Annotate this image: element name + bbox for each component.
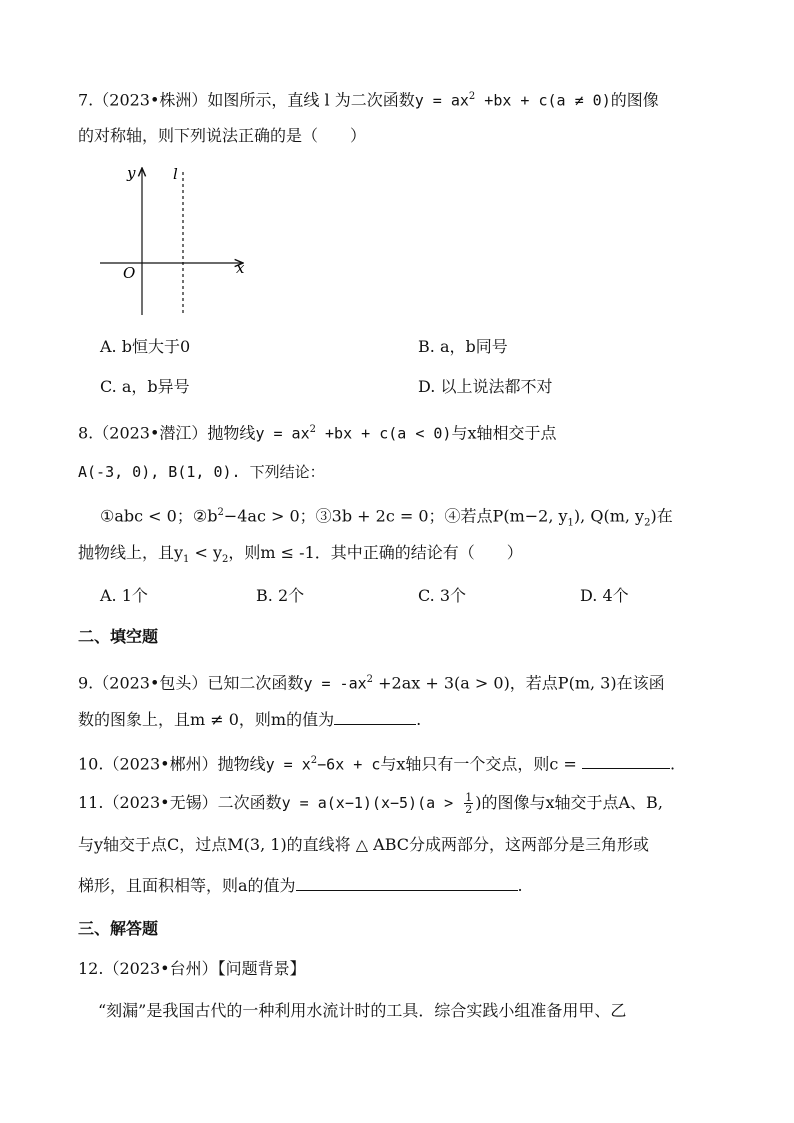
- q8-option-b: B. 2个: [256, 586, 305, 605]
- q10-answer-blank[interactable]: [582, 752, 670, 769]
- q8-option-c: C. 3个: [418, 586, 467, 605]
- q7-figure: [95, 160, 265, 320]
- q12-paragraph: “刻漏”是我国古代的一种利用水流计时的工具．综合实践小组准备用甲、乙: [98, 1001, 627, 1020]
- section-heading-solutions: 三、解答题: [78, 919, 159, 938]
- q11-stem-line2: 与y轴交于点C，过点M(3, 1)的直线将 △ ABC分成两部分，这两部分是三角形或: [78, 835, 650, 854]
- l-label: l: [173, 165, 178, 183]
- q11-stem-line3: 梯形，且面积相等，则a的值为 .: [78, 876, 523, 895]
- x-axis-label: x: [236, 259, 245, 277]
- q8-stem-line3: ①abc < 0；$②b^2-4ac > 0$；③3b + 2c = 0；④若点P(m−2, $y_1$), Q(m, $y_2$)在: [100, 506, 673, 529]
- q11-answer-blank[interactable]: [296, 874, 518, 891]
- q9-stem-line2: 数的图象上，且m ≠ 0，则m的值为 .: [78, 710, 422, 729]
- one-half-fraction: $\frac{1}{2}$: [465, 791, 473, 816]
- q8-stem-line1: 8.（2023•潜江）抛物线$y = ax^2 +bx + c(a < 0)$与x轴相交于点: [78, 423, 557, 443]
- q8-stem-line4: 抛物线上，且$y_1 < y_2$，则m ≤ -1．其中正确的结论有（ ）: [78, 543, 523, 566]
- q8-option-a: A. 1个: [100, 586, 148, 605]
- q7-option-b: B. a，b同号: [418, 337, 508, 356]
- q8-stem-line2: A(-3, 0), B(1, 0). 下列结论：: [78, 463, 325, 481]
- q9-answer-blank[interactable]: [334, 708, 416, 725]
- q9-stem-line1: 9.（2023•包头）已知二次函数$y = -ax^2 +2ax + 3(a > 0)$，若点P(m, 3)在该函: [78, 673, 665, 693]
- y-axis-label: y: [127, 164, 136, 182]
- q11-stem-line1: 11.（2023•无锡）二次函数y = a(x−1)(x−5)(a > $\frac{1}{2}$ )的图像与x轴交于点A、B,: [78, 791, 663, 816]
- q7-option-c: C. a，b异号: [100, 377, 190, 396]
- q7-stem-line2: 的对称轴，则下列说法正确的是（ ）: [78, 126, 367, 145]
- origin-label: O: [123, 264, 136, 282]
- q7-stem-line1: 7.（2023•株洲）如图所示，直线 l 为二次函数$y = ax^2 +bx + c(a \ne 0)$的图像: [78, 90, 659, 110]
- q12-title: 12.（2023•台州）【问题背景】: [78, 959, 306, 978]
- q7-option-a: A. b恒大于0: [100, 337, 191, 356]
- section-heading-fill-in: 二、填空题: [78, 627, 159, 646]
- q8-option-d: D. 4个: [580, 586, 629, 605]
- q10-stem: 10.（2023•郴州）抛物线$y = x^2-6x + c$与x轴只有一个交点，则c = .: [78, 754, 676, 774]
- q7-option-d: D. 以上说法都不对: [418, 377, 553, 396]
